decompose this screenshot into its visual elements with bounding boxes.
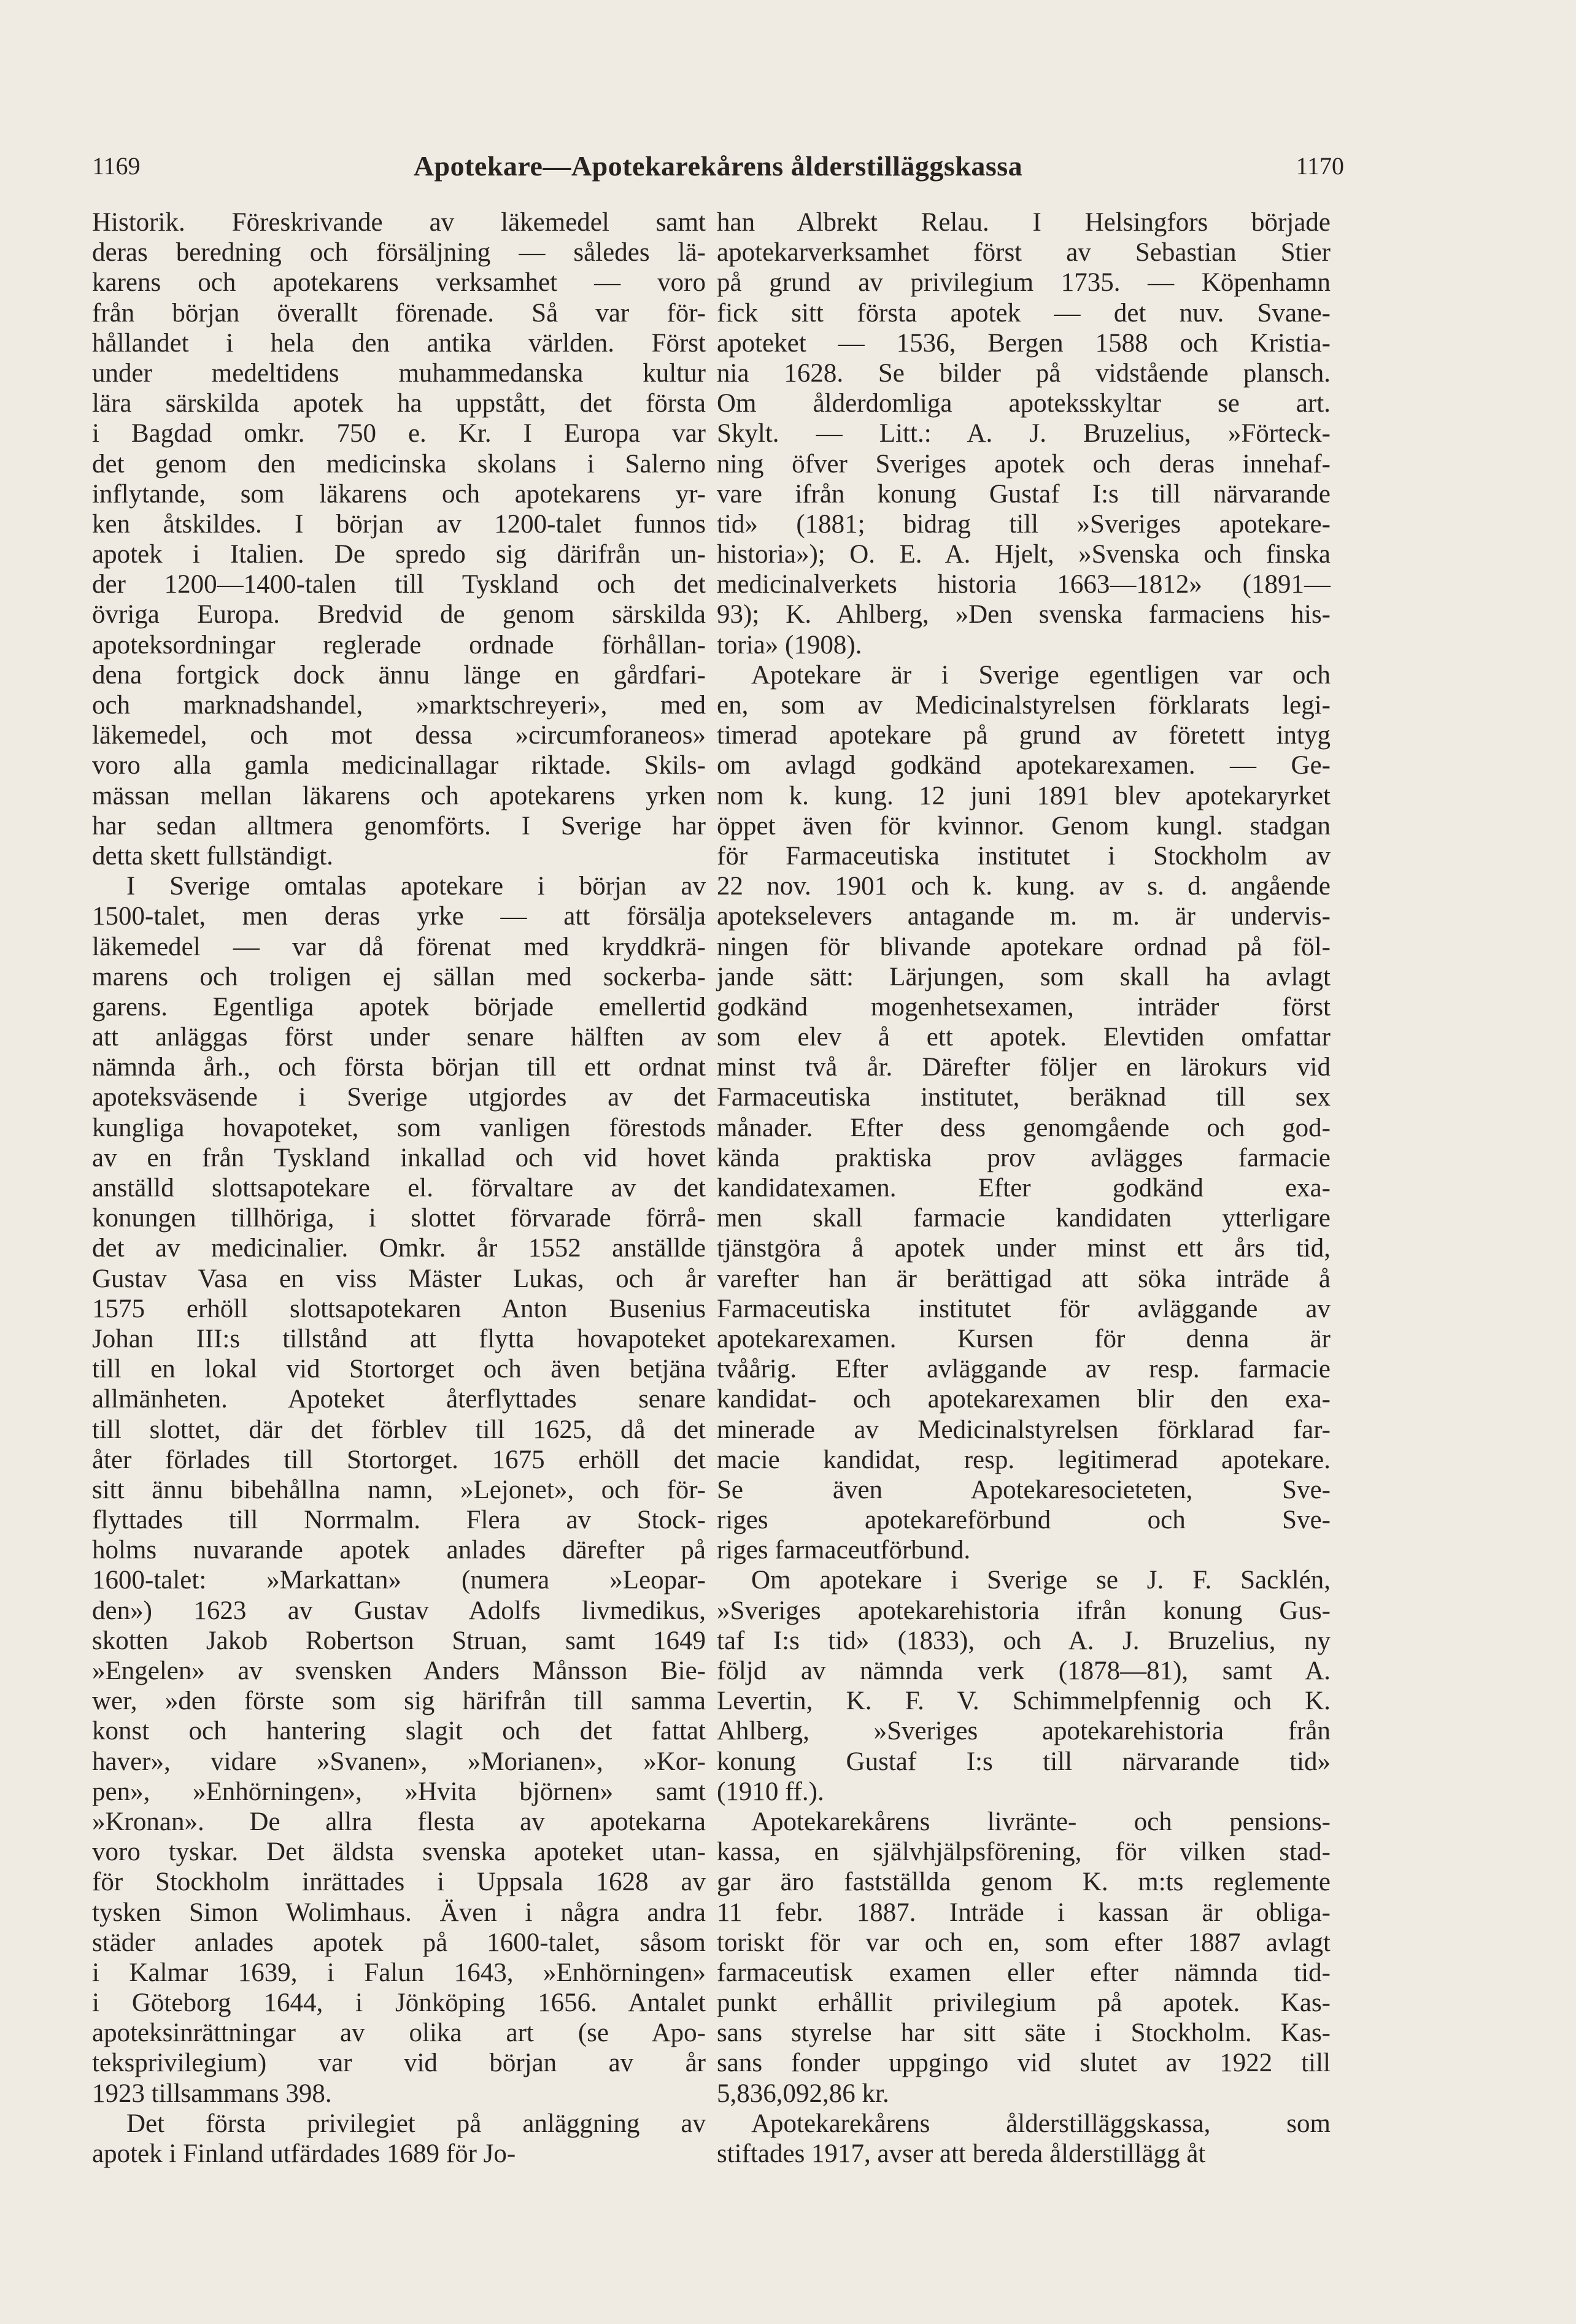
text-line: för Farmaceutiska institutet i Stockholm av — [717, 841, 1331, 871]
text-line: att anläggas först under senare hälften av — [92, 1023, 706, 1052]
text-line: det genom den medicinska skolans i Salerno — [92, 449, 706, 479]
text-line: konung Gustaf I:s till närvarande tid» — [717, 1747, 1331, 1776]
text-line: 22 nov. 1901 och k. kung. av s. d. angående — [717, 872, 1331, 901]
text-line: holms nuvarande apotek anlades därefter på — [92, 1536, 706, 1565]
text-line: ningen för blivande apotekare ordnad på föl- — [717, 932, 1331, 961]
text-line: från början överallt förenade. Så var för- — [92, 298, 706, 328]
text-line: övriga Europa. Bredvid de genom särskilda — [92, 600, 706, 629]
text-line: (1910 ff.). — [717, 1777, 824, 1806]
text-line: i Bagdad omkr. 750 e. Kr. I Europa var — [92, 419, 706, 448]
page-header — [92, 141, 1344, 190]
text-line: punkt erhållit privilegium på apotek. Kas- — [717, 1988, 1331, 2018]
text-line: hållandet i hela den antika världen. Först — [92, 328, 706, 358]
text-line: toriskt för var och en, som efter 1887 avlagt — [717, 1928, 1331, 1957]
text-line: fick sitt första apotek — det nuv. Svane- — [717, 298, 1331, 328]
text-line: allmänheten. Apoteket återflyttades senare — [92, 1385, 706, 1414]
text-line: av en från Tyskland inkallad och vid hovet — [92, 1143, 706, 1172]
text-line: Om apotekare i Sverige se J. F. Sacklén, — [751, 1566, 1331, 1595]
text-line: deras beredning och försäljning — således lä- — [92, 238, 706, 267]
text-line: tjänstgöra å apotek under minst ett års tid, — [717, 1234, 1331, 1263]
left-text-column — [92, 207, 706, 2169]
text-line: kungliga hovapoteket, som vanligen förestods — [92, 1113, 706, 1142]
text-line: kandidat- och apotekarexamen blir den exa- — [717, 1385, 1331, 1414]
text-line: ken åtskildes. I början av 1200-talet funnos — [92, 509, 706, 539]
running-title: Apotekare—Apotekarekårens ålderstilläggskassa — [413, 150, 1023, 182]
text-line: 93); K. Ahlberg, »Den svenska farmaciens his- — [717, 600, 1331, 629]
text-line: Farmaceutiska institutet, beräknad till sex — [717, 1083, 1331, 1112]
text-line: konungen tillhöriga, i slottet förvarade förrå- — [92, 1204, 706, 1233]
text-line: Skylt. — Litt.: A. J. Bruzelius, »Förteck- — [717, 419, 1331, 448]
text-line: det av medicinalier. Omkr. år 1552 anställde — [92, 1234, 706, 1263]
text-line: och marknadshandel, »marktschreyeri», med — [92, 691, 706, 720]
text-line: Se även Apotekaresocieteten, Sve- — [717, 1475, 1331, 1504]
right-text-column — [717, 207, 1331, 2169]
text-line: sitt ännu bibehållna namn, »Lejonet», och för- — [92, 1475, 706, 1504]
left-page-number: 1169 — [92, 152, 141, 180]
text-line: toria» (1908). — [717, 630, 862, 660]
text-line: varefter han är berättigad att söka inträde å — [717, 1264, 1331, 1293]
text-line: Om ålderdomliga apoteksskyltar se art. — [717, 389, 1331, 418]
text-line: till slottet, där det förblev till 1625, då det — [92, 1415, 706, 1444]
text-line: apotekselevers antagande m. m. är undervis- — [717, 902, 1331, 931]
text-line: till en lokal vid Stortorget och även betjäna — [92, 1355, 706, 1384]
text-line: pen», »Enhörningen», »Hvita björnen» samt — [92, 1777, 706, 1806]
text-line: kandidatexamen. Efter godkänd exa- — [717, 1174, 1331, 1202]
text-line: skotten Jakob Robertson Struan, samt 1649 — [92, 1626, 706, 1655]
text-line: flyttades till Norrmalm. Flera av Stock- — [92, 1506, 706, 1535]
text-line: marens och troligen ej sällan med sockerba- — [92, 962, 706, 991]
text-line: öppet även för kvinnor. Genom kungl. stadgan — [717, 811, 1331, 841]
text-line: konst och hantering slagit och det fattat — [92, 1717, 706, 1746]
text-line: apoteket — 1536, Bergen 1588 och Kristia- — [717, 328, 1331, 358]
text-line: »Kronan». De allra flesta av apotekarna — [92, 1807, 706, 1836]
text-line: dena fortgick dock ännu länge en gårdfari- — [92, 660, 706, 690]
text-line: apoteksordningar reglerade ordnade förhållan- — [92, 630, 706, 660]
text-line: månader. Efter dess genomgående och god- — [717, 1113, 1331, 1142]
text-line: karens och apotekarens verksamhet — voro — [92, 268, 706, 298]
text-line: anställd slottsapotekare el. förvaltare av det — [92, 1174, 706, 1202]
text-line: apotekarverksamhet först av Sebastian Stier — [717, 238, 1331, 267]
text-line: Levertin, K. F. V. Schimmelpfennig och K. — [717, 1687, 1331, 1716]
text-line: kända praktiska prov avlägges farmacie — [717, 1143, 1331, 1172]
text-line: gar äro fastställda genom K. m:ts reglemente — [717, 1868, 1331, 1897]
text-line: Det första privilegiet på anläggning av — [126, 2109, 706, 2138]
text-line: 11 febr. 1887. Inträde i kassan är obliga- — [717, 1898, 1331, 1927]
text-line: vare ifrån konung Gustaf I:s till närvarande — [717, 479, 1331, 509]
text-line: sans fonder uppgingo vid slutet av 1922 till — [717, 2049, 1331, 2078]
text-line: 5,836,092,86 kr. — [717, 2079, 889, 2108]
text-line: Apotekarekårens ålderstilläggskassa, som — [751, 2109, 1331, 2138]
text-line: der 1200—1400-talen till Tyskland och det — [92, 570, 706, 599]
text-line: tysken Simon Wolimhaus. Även i några andra — [92, 1898, 706, 1927]
text-line: stiftades 1917, avser att bereda ålderstillägg åt — [717, 2139, 1206, 2168]
text-line: han Albrekt Relau. I Helsingfors började — [717, 208, 1331, 237]
text-line: om avlagd godkänd apotekarexamen. — Ge- — [717, 751, 1331, 780]
text-line: apotek i Finland utfärdades 1689 för Jo- — [92, 2139, 516, 2168]
text-line: nämnda årh., och första början till ett ordnat — [92, 1053, 706, 1082]
text-line: jande sätt: Lärjungen, som skall ha avlagt — [717, 962, 1331, 991]
text-line: voro alla gamla medicinallagar riktade. Skils- — [92, 751, 706, 780]
right-page-number: 1170 — [1296, 152, 1344, 180]
text-line: »Engelen» av svensken Anders Månsson Bie- — [92, 1656, 706, 1685]
text-line: detta skett fullständigt. — [92, 841, 333, 871]
text-line: historia»); O. E. A. Hjelt, »Svenska och finska — [717, 540, 1331, 569]
text-line: 1575 erhöll slottsapotekaren Anton Busenius — [92, 1294, 706, 1323]
text-line: minerade av Medicinalstyrelsen förklarad far- — [717, 1415, 1331, 1444]
text-line: Johan III:s tillstånd att flytta hovapoteket — [92, 1324, 706, 1353]
text-line: Gustav Vasa en viss Mäster Lukas, och år — [92, 1264, 706, 1293]
text-line: som elev å ett apotek. Elevtiden omfattar — [717, 1023, 1331, 1052]
text-line: garens. Egentliga apotek började emellertid — [92, 992, 706, 1022]
text-line: lära särskilda apotek ha uppstått, det första — [92, 389, 706, 418]
text-line: riges apotekareförbund och Sve- — [717, 1506, 1331, 1535]
text-line: en, som av Medicinalstyrelsen förklarats legi- — [717, 691, 1331, 720]
text-line: wer, »den förste som sig härifrån till samma — [92, 1687, 706, 1716]
text-line: apotek i Italien. De spredo sig därifrån un- — [92, 540, 706, 569]
text-line: 1500-talet, men deras yrke — att försälja — [92, 902, 706, 931]
text-line: Apotekare är i Sverige egentligen var och — [751, 660, 1331, 690]
text-line: apotekarexamen. Kursen för denna är — [717, 1324, 1331, 1353]
text-line: men skall farmacie kandidaten ytterligare — [717, 1204, 1331, 1233]
text-line: Ahlberg, »Sveriges apotekarehistoria från — [717, 1717, 1331, 1746]
text-line: Apotekarekårens livränte- och pensions- — [751, 1807, 1331, 1836]
text-line: riges farmaceutförbund. — [717, 1536, 971, 1565]
text-line: mässan mellan läkarens och apotekarens yrken — [92, 781, 706, 810]
text-line: kassa, en självhjälpsförening, för vilken stad- — [717, 1837, 1331, 1867]
text-line: teksprivilegium) var vid början av år — [92, 2049, 706, 2078]
text-line: städer anlades apotek på 1600-talet, såsom — [92, 1928, 706, 1957]
text-line: nom k. kung. 12 juni 1891 blev apotekaryrket — [717, 781, 1331, 810]
text-line: minst två år. Därefter följer en lärokurs vid — [717, 1053, 1331, 1082]
text-line: i Kalmar 1639, i Falun 1643, »Enhörningen» — [92, 1958, 706, 1987]
text-line: macie kandidat, resp. legitimerad apotekare. — [717, 1445, 1331, 1474]
text-line: taf I:s tid» (1833), och A. J. Bruzelius, ny — [717, 1626, 1331, 1655]
text-line: voro tyskar. Det äldsta svenska apoteket utan- — [92, 1837, 706, 1867]
text-line: för Stockholm inrättades i Uppsala 1628 av — [92, 1868, 706, 1897]
text-line: 1600-talet: »Markattan» (numera »Leopar- — [92, 1566, 706, 1595]
text-line: haver», vidare »Svanen», »Morianen», »Kor- — [92, 1747, 706, 1776]
text-line: medicinalverkets historia 1663—1812» (1891— — [717, 570, 1331, 599]
text-line: tvåårig. Efter avläggande av resp. farmacie — [717, 1355, 1331, 1384]
text-line: godkänd mogenhetsexamen, inträder först — [717, 992, 1331, 1022]
text-line: läkemedel, och mot dessa »circumforaneos» — [92, 721, 706, 750]
text-line: apoteksinrättningar av olika art (se Apo- — [92, 2018, 706, 2048]
text-line: följd av nämnda verk (1878—81), samt A. — [717, 1656, 1331, 1685]
text-line: på grund av privilegium 1735. — Köpenhamn — [717, 268, 1331, 298]
text-line: apoteksväsende i Sverige utgjordes av det — [92, 1083, 706, 1112]
text-line: inflytande, som läkarens och apotekarens yr- — [92, 479, 706, 509]
text-line: åter förlades till Stortorget. 1675 erhöll det — [92, 1445, 706, 1474]
text-line: Historik. Föreskrivande av läkemedel samt — [92, 208, 706, 237]
text-line: läkemedel — var då förenat med kryddkrä- — [92, 932, 706, 961]
text-line: 1923 tillsammans 398. — [92, 2079, 332, 2108]
text-line: den») 1623 av Gustav Adolfs livmedikus, — [92, 1596, 706, 1625]
text-line: timerad apotekare på grund av företett intyg — [717, 721, 1331, 750]
text-line: farmaceutisk examen eller efter nämnda tid- — [717, 1958, 1331, 1987]
text-line: »Sveriges apotekarehistoria ifrån konung Gus- — [717, 1596, 1331, 1625]
text-line: har sedan alltmera genomförts. I Sverige har — [92, 811, 706, 841]
text-line: I Sverige omtalas apotekare i början av — [126, 872, 706, 901]
text-line: tid» (1881; bidrag till »Sveriges apotekare- — [717, 509, 1331, 539]
text-line: under medeltidens muhammedanska kultur — [92, 358, 706, 388]
text-line: ning öfver Sveriges apotek och deras innehaf- — [717, 449, 1331, 479]
text-line: i Göteborg 1644, i Jönköping 1656. Antalet — [92, 1988, 706, 2018]
text-line: nia 1628. Se bilder på vidstående plansch. — [717, 358, 1331, 388]
text-line: sans styrelse har sitt säte i Stockholm. Kas- — [717, 2018, 1331, 2048]
text-line: Farmaceutiska institutet för avläggande av — [717, 1294, 1331, 1323]
